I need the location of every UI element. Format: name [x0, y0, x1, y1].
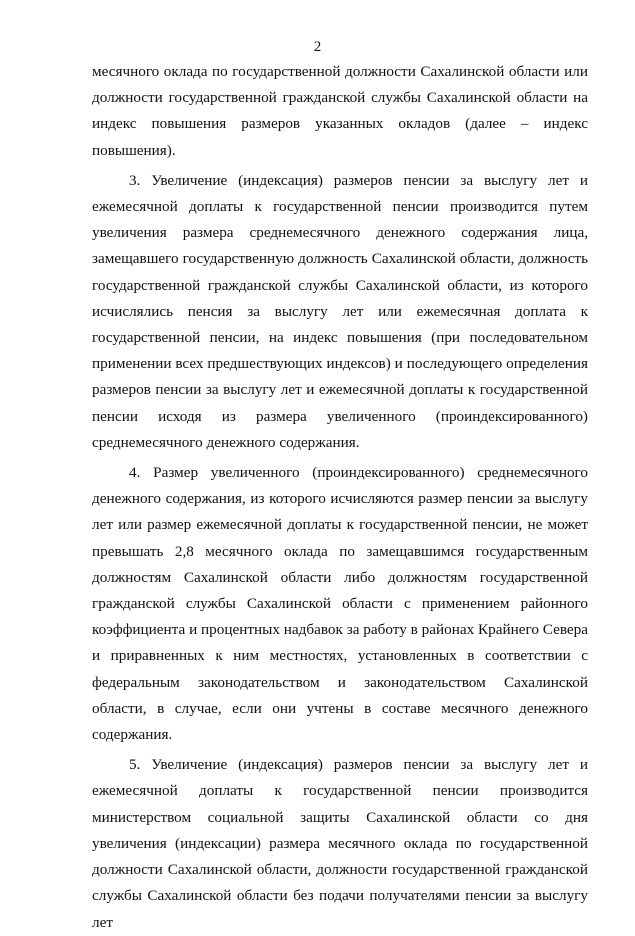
paragraph-item-4: 4. Размер увеличенного (проиндексированного) среднемесячного денежного содержания, из которого исчисляются размер пенсии за выслугу лет или размер ежемесячной доплаты к государственной пенсии, не может превышать 2,8 месячного оклада по замещавшимся государственным должностям Сахалинской области либо должностям государственной гражданской службы Сахалинской области с применением районного коэффициента и процентных надбавок за работу в районах Крайнего Севера и приравненных к ним местностях, установленных в соответствии с федеральным законодательством и законодательством Сахалинской области, в случае, если они учтены в составе месячного денежного содержания. — [92, 464, 588, 744]
page-number: 2 — [313, 39, 322, 55]
paragraph-item-3: 3. Увеличение (индексация) размеров пенсии за выслугу лет и ежемесячной доплаты к государственной пенсии производится путем увеличения размера среднемесячного денежного содержания лица, замещавшего государственную должность Сахалинской области, должность государственной гражданской службы Сахалинской области, из которого исчислялись пенсия за выслугу лет или ежемесячная доплата к государственной пенсии, на индекс повышения (при последовательном применении всех предшествующих индексов) и последующего определения размеров пенсии за выслугу лет и ежемесячной доплаты к государственной пенсии исходя из размера увеличенного (проиндексированного) среднемесячного денежного содержания. — [92, 171, 588, 451]
paragraph-item-5: 5. Увеличение (индексация) размеров пенсии за выслугу лет и ежемесячной доплаты к государственной пенсии производится министерством социальной защиты Сахалинской области со дня увеличения (индексации) размера месячного оклада по государственной должности Сахалинской области, должности государственной гражданской службы Сахалинской области без подачи получателями пенсии за выслугу лет — [92, 756, 588, 931]
paragraph-continuation: месячного оклада по государственной должности Сахалинской области или должности государственной гражданской службы Сахалинской области на индекс повышения размеров указанных окладов (далее – индекс повышения). — [92, 63, 588, 159]
document-body — [92, 59, 588, 936]
